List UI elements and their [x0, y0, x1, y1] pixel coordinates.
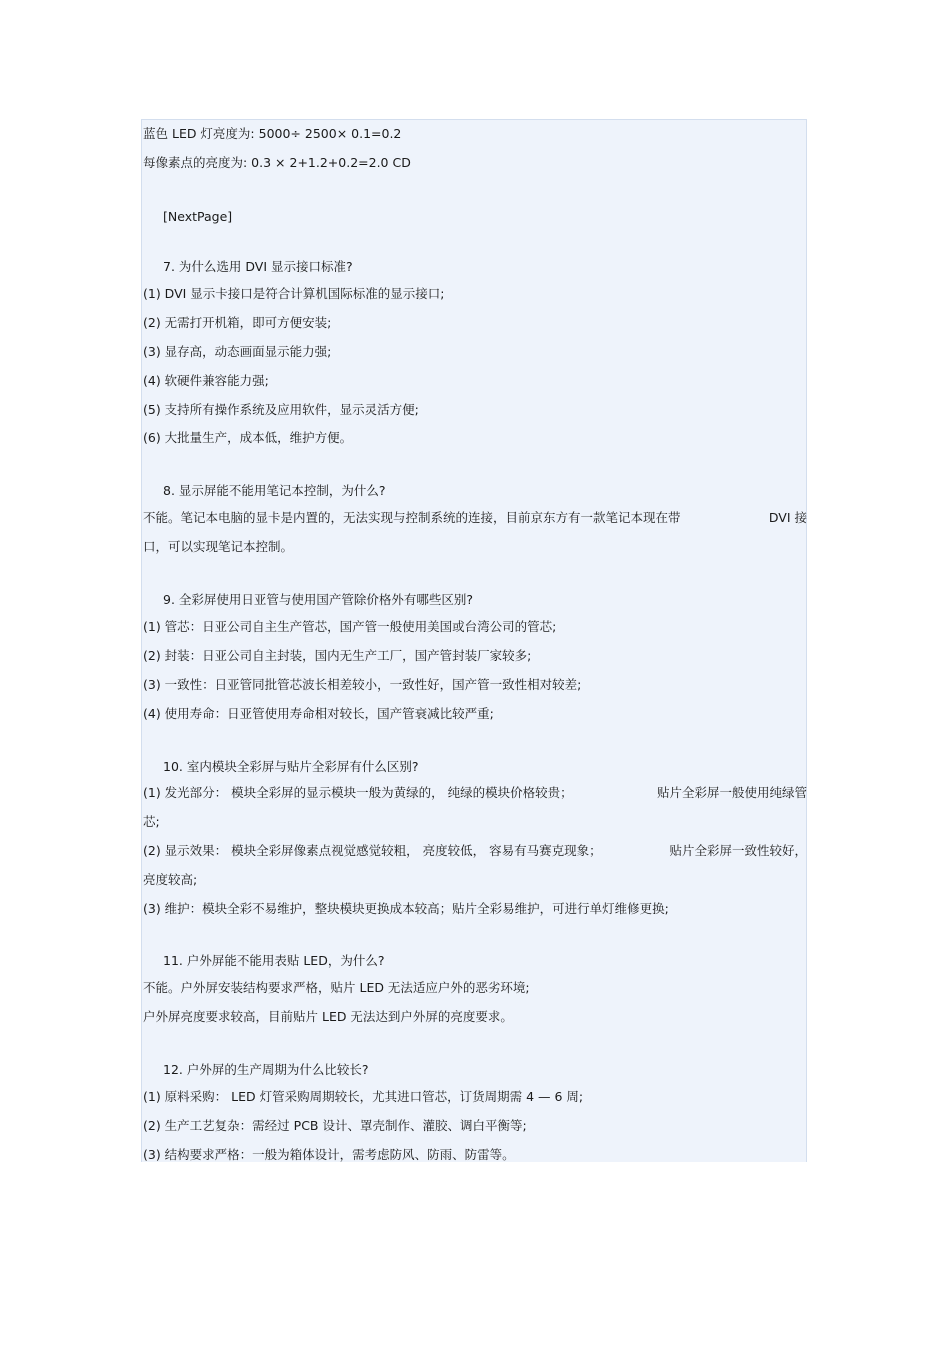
text-line — [143, 785, 807, 801]
question-heading: 11. 户外屏能不能用表贴 LED，为什么? — [163, 953, 385, 968]
question-heading: 10. 室内模块全彩屏与贴片全彩屏有什么区别? — [163, 759, 419, 774]
text-segment: 贴片全彩屏一致性较好， — [669, 843, 807, 858]
text-segment: 不能。笔记本电脑的显卡是内置的，无法实现与控制系统的连接，目前京东方有一款笔记本现在带 — [143, 510, 681, 525]
text-line: (1) 原料采购： LED 灯管采购周期较长，尤其进口管芯，订货周期需 4 — 6 周; — [143, 1089, 584, 1104]
text-line — [143, 843, 807, 859]
text-line: (1) DVI 显示卡接口是符合计算机国际标准的显示接口; — [143, 286, 445, 301]
text-segment: DVI 接 — [768, 510, 807, 525]
text-line: 蓝色 LED 灯亮度为: 5000÷ 2500× 0.1=0.2 — [143, 126, 402, 141]
text-line: (3) 显存高，动态画面显示能力强; — [143, 344, 332, 359]
text-line: (5) 支持所有操作系统及应用软件，显示灵活方便; — [143, 402, 419, 417]
text-line: (3) 维护：模块全彩不易维护，整块模块更换成本较高；贴片全彩易维护，可进行单灯维修更换; — [143, 901, 669, 916]
text-line: (6) 大批量生产，成本低，维护方便。 — [143, 430, 353, 445]
text-segment: (2) 显示效果： 模块全彩屏像素点视觉感觉较粗， 亮度较低， 容易有马赛克现象； — [143, 843, 602, 858]
text-line: 不能。户外屏安装结构要求严格，贴片 LED 无法适应户外的恶劣环境; — [143, 980, 530, 995]
text-line: (1) 管芯：日亚公司自主生产管芯，国产管一般使用美国或台湾公司的管芯; — [143, 619, 557, 634]
next-page-marker: [NextPage] — [163, 209, 233, 224]
text-line — [143, 510, 807, 526]
question-heading: 12. 户外屏的生产周期为什么比较长? — [163, 1062, 369, 1077]
text-line: (3) 结构要求严格：一般为箱体设计，需考虑防风、防雨、防雷等。 — [143, 1147, 515, 1162]
text-line: 亮度较高; — [143, 872, 198, 887]
content-panel — [141, 119, 807, 1162]
text-line: (2) 无需打开机箱，即可方便安装; — [143, 315, 332, 330]
text-line: 口，可以实现笔记本控制。 — [143, 539, 294, 554]
text-line: (4) 使用寿命：日亚管使用寿命相对较长，国产管衰减比较严重; — [143, 706, 494, 721]
text-line: (2) 封装：日亚公司自主封装，国内无生产工厂，国产管封装厂家较多; — [143, 648, 532, 663]
text-line: 户外屏亮度要求较高，目前贴片 LED 无法达到户外屏的亮度要求。 — [143, 1009, 513, 1024]
question-heading: 7. 为什么选用 DVI 显示接口标准? — [163, 259, 353, 274]
question-heading: 8. 显示屏能不能用笔记本控制，为什么? — [163, 483, 386, 498]
text-line: (3) 一致性：日亚管同批管芯波长相差较小，一致性好，国产管一致性相对较差; — [143, 677, 582, 692]
question-heading: 9. 全彩屏使用日亚管与使用国产管除价格外有哪些区别? — [163, 592, 474, 607]
text-line: (2) 生产工艺复杂：需经过 PCB 设计、罩壳制作、灌胶、调白平衡等; — [143, 1118, 527, 1133]
text-line: (4) 软硬件兼容能力强; — [143, 373, 269, 388]
text-segment: (1) 发光部分： 模块全彩屏的显示模块一般为黄绿的， 纯绿的模块价格较贵； — [143, 785, 573, 800]
text-line: 每像素点的亮度为: 0.3 × 2+1.2+0.2=2.0 CD — [143, 155, 411, 170]
text-segment: 贴片全彩屏一般使用纯绿管 — [656, 785, 807, 800]
text-line: 芯; — [143, 814, 160, 829]
